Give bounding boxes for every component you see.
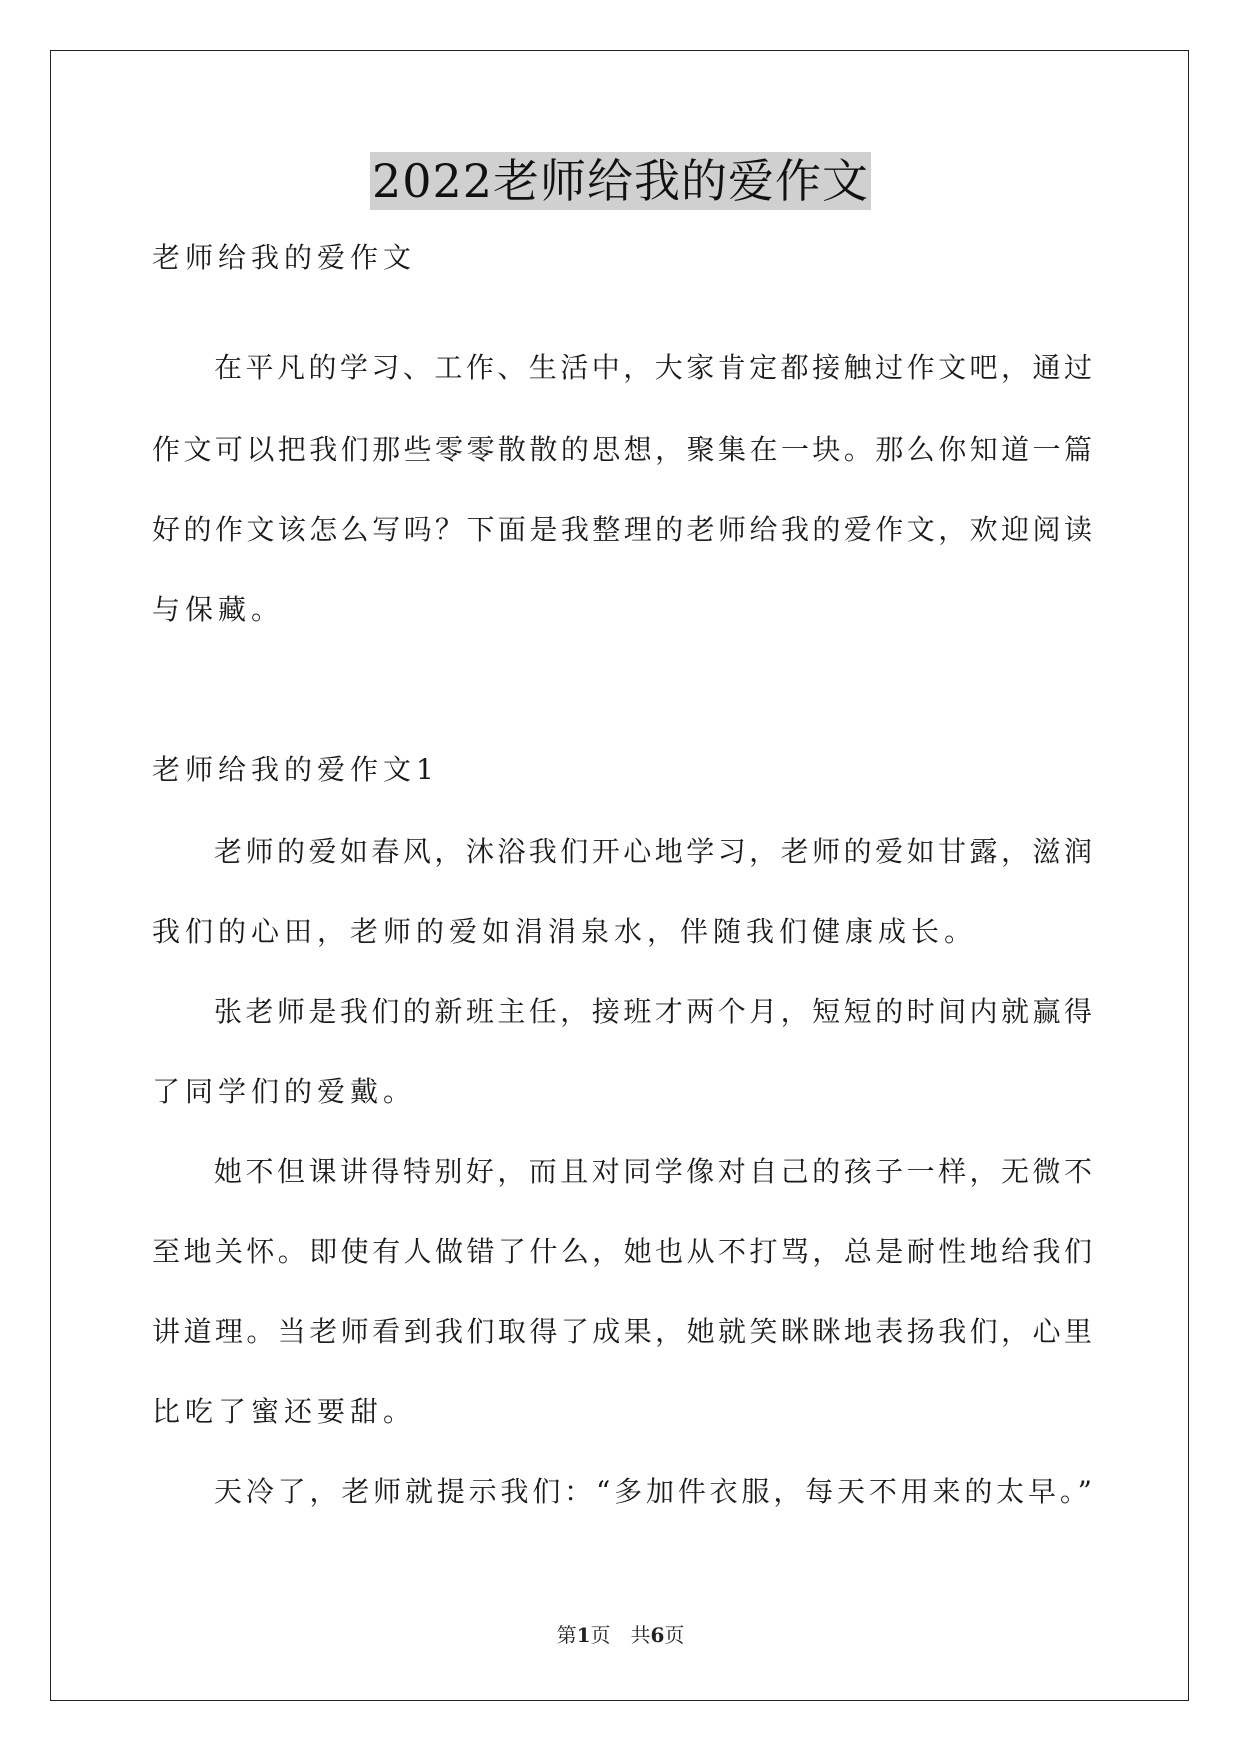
page-border (50, 50, 1189, 1701)
footer-prefix: 第 (556, 1623, 577, 1647)
title-container (0, 152, 1241, 210)
paragraph-line: 至地关怀。即使有人做错了什么，她也从不打骂，总是耐性地给我们 (152, 1235, 1092, 1268)
footer-page-number: 1 (576, 1623, 591, 1647)
paragraph-line: 我们的心田，老师的爱如涓涓泉水，伴随我们健康成长。 (152, 915, 978, 948)
paragraph-line: 她不但课讲得特别好，而且对同学像对自己的孩子一样，无微不 (214, 1155, 1092, 1188)
paragraph-line: 讲道理。当老师看到我们取得了成果，她就笑眯眯地表扬我们，心里 (152, 1315, 1092, 1348)
page-footer (0, 1622, 1241, 1648)
footer-total-pages: 6 (650, 1623, 665, 1647)
paragraph-line: 老师的爱如春风，沐浴我们开心地学习，老师的爱如甘露，滋润 (214, 835, 1092, 868)
section-heading: 老师给我的爱作文 (152, 241, 417, 274)
footer-middle: 页 共 (590, 1623, 651, 1647)
footer-suffix: 页 (664, 1623, 685, 1647)
paragraph-line: 好的作文该怎么写吗？下面是我整理的老师给我的爱作文，欢迎阅读 (152, 513, 1092, 546)
paragraph-line: 了同学们的爱戴。 (152, 1075, 417, 1108)
paragraph-line: 与保藏。 (152, 593, 285, 626)
paragraph-line: 作文可以把我们那些零零散散的思想，聚集在一块。那么你知道一篇 (152, 433, 1092, 466)
paragraph-line: 张老师是我们的新班主任，接班才两个月，短短的时间内就赢得 (214, 995, 1092, 1028)
document-title: 2022老师给我的爱作文 (371, 154, 870, 208)
paragraph-line: 比吃了蜜还要甜。 (152, 1395, 417, 1428)
paragraph-line: 天冷了，老师就提示我们：“多加件衣服，每天不用来的太早。” (214, 1475, 1092, 1508)
paragraph-line: 在平凡的学习、工作、生活中，大家肯定都接触过作文吧，通过 (214, 351, 1092, 384)
section-heading: 老师给我的爱作文1 (152, 753, 439, 786)
